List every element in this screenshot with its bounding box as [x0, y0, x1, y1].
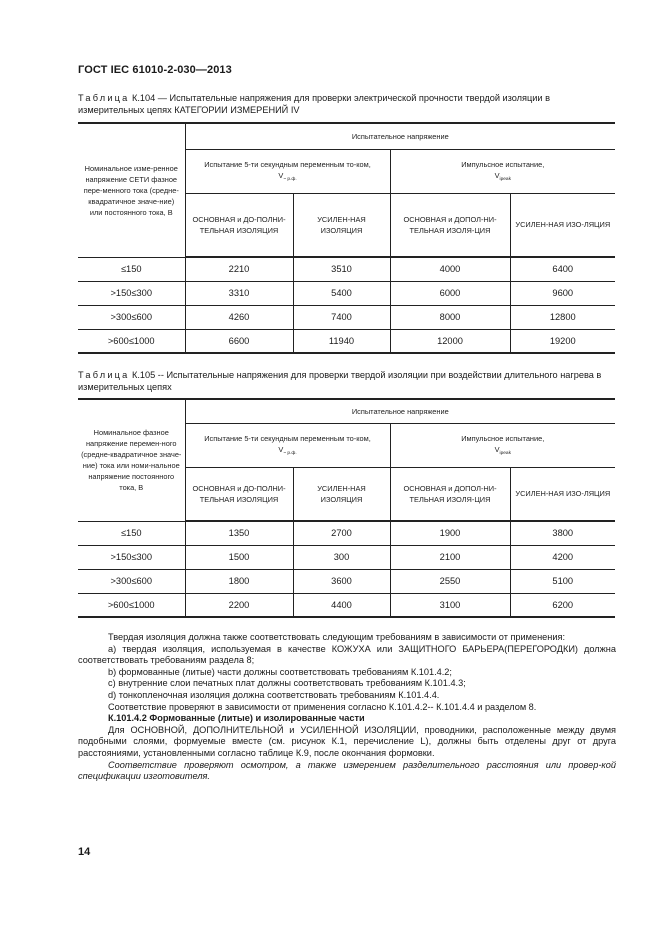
value-cell: 1900: [390, 521, 510, 545]
impulse-sub: ipeak: [499, 177, 511, 182]
body-paragraph: Соответствие проверяют в зависимости от применения согласно К.101.4.2-- К.101.4.4 и разделом 8.: [108, 701, 537, 712]
table-104-subcol-2: УСИЛЕН-НАЯ ИЗОЛЯЦИЯ: [293, 193, 390, 257]
table-104-subcol-3: ОСНОВНАЯ и ДОПОЛ-НИ-ТЕЛЬНАЯ ИЗОЛЯ-ЦИЯ: [390, 193, 510, 257]
voltage-cell: ≤150: [78, 257, 185, 281]
value-cell: 2700: [293, 521, 390, 545]
five-sec-symbol: V: [278, 445, 284, 454]
table-row: [78, 305, 615, 329]
five-sec-label: Испытание 5-ти секундным переменным то-ком,: [204, 434, 371, 443]
impulse-label: Импульсное испытание,: [461, 434, 545, 443]
value-cell: 1500: [185, 545, 293, 569]
table-row: [78, 257, 615, 281]
value-cell: 1350: [185, 521, 293, 545]
value-cell: 3510: [293, 257, 390, 281]
impulse-symbol: V: [494, 171, 500, 180]
page-header: ГОСТ IEC 61010-2-030—2013: [78, 64, 232, 76]
table-104: [78, 122, 615, 354]
table-row: [78, 281, 615, 305]
table-104-subcol-4: УСИЛЕН-НАЯ ИЗО-ЛЯЦИЯ: [510, 193, 615, 257]
value-cell: 11940: [293, 329, 390, 353]
voltage-cell: >150≤300: [78, 545, 185, 569]
body-paragraph: c) внутренние слои печатных плат должны соответствовать требованиям К.101.4.3;: [108, 678, 466, 689]
value-cell: 12800: [510, 305, 615, 329]
value-cell: 4260: [185, 305, 293, 329]
voltage-cell: >300≤600: [78, 569, 185, 593]
table-row: [78, 545, 615, 569]
value-cell: 2210: [185, 257, 293, 281]
table-row: [78, 521, 615, 545]
value-cell: 3800: [510, 521, 615, 545]
value-cell: 4200: [510, 545, 615, 569]
value-cell: 300: [293, 545, 390, 569]
value-cell: 6000: [390, 281, 510, 305]
body-paragraph: Соответствие проверяют осмотром, а также измерением разделительного расстояния или провер-кой спецификации изготовителя.: [78, 759, 616, 782]
table-row: [78, 329, 615, 353]
value-cell: 19200: [510, 329, 615, 353]
table-104-impulse-header: [390, 149, 615, 193]
five-sec-sub: ~ р.ф.: [283, 177, 297, 182]
value-cell: 2550: [390, 569, 510, 593]
value-cell: 2100: [390, 545, 510, 569]
section-heading: К.101.4.2 Формованные (литые) и изолированные части: [108, 713, 365, 724]
voltage-cell: ≤150: [78, 521, 185, 545]
table-row: [78, 569, 615, 593]
table-105-caption: [78, 370, 618, 393]
value-cell: 5400: [293, 281, 390, 305]
value-cell: 3310: [185, 281, 293, 305]
table-105-subcol-1: ОСНОВНАЯ и ДО-ПОЛНИ-ТЕЛЬНАЯ ИЗОЛЯЦИЯ: [185, 467, 293, 521]
value-cell: 1800: [185, 569, 293, 593]
table-105-caption-text: К.105 -- Испытательные напряжения для проверки твердой изоляции при воздействии длительного нагрева в измерительных цепях: [78, 370, 602, 392]
value-cell: 2200: [185, 593, 293, 617]
value-cell: 3100: [390, 593, 510, 617]
table-104-row-header: Номинальное изме-ренное напряжение СЕТИ фазное пере-менного тока (средне-квадратичное значе-ние) или постоянного тока, В: [78, 123, 185, 257]
value-cell: 4400: [293, 593, 390, 617]
impulse-symbol: V: [494, 445, 500, 454]
five-sec-label: Испытание 5-ти секундным переменным то-ком,: [204, 160, 371, 169]
body-paragraph: а) твердая изоляция, используемая в качестве КОЖУХА или ЗАЩИТНОГО БАРЬЕРА(ПЕРЕГОРОДКИ) должна соответствовать требованиям раздела 8;: [78, 643, 616, 666]
table-104-caption-label: Таблица: [78, 93, 130, 103]
value-cell: 12000: [390, 329, 510, 353]
table-105-caption-label: Таблица: [78, 370, 130, 380]
value-cell: 3600: [293, 569, 390, 593]
table-104-caption: [78, 93, 618, 116]
table-105-subcol-2: УСИЛЕН-НАЯ ИЗОЛЯЦИЯ: [293, 467, 390, 521]
voltage-cell: >150≤300: [78, 281, 185, 305]
voltage-cell: >300≤600: [78, 305, 185, 329]
table-104-test-voltage-header: Испытательное напряжение: [185, 123, 615, 149]
value-cell: 4000: [390, 257, 510, 281]
table-104-subcol-1: ОСНОВНАЯ и ДО-ПОЛНИ-ТЕЛЬНАЯ ИЗОЛЯЦИЯ: [185, 193, 293, 257]
table-105-subcol-3: ОСНОВНАЯ и ДОПОЛ-НИ-ТЕЛЬНАЯ ИЗОЛЯ-ЦИЯ: [390, 467, 510, 521]
value-cell: 6600: [185, 329, 293, 353]
body-paragraph: d) тонкопленочная изоляция должна соответствовать требованиям К.101.4.4.: [108, 689, 440, 700]
value-cell: 8000: [390, 305, 510, 329]
value-cell: 6200: [510, 593, 615, 617]
body-text: [78, 632, 616, 783]
table-105-five-sec-header: [185, 423, 390, 467]
value-cell: 5100: [510, 569, 615, 593]
impulse-label: Импульсное испытание,: [461, 160, 545, 169]
table-row: [78, 593, 615, 617]
table-105-test-voltage-header: Испытательное напряжение: [185, 399, 615, 423]
body-paragraph: Твердая изоляция должна также соответствовать следующим требованиям в зависимости от применения:: [108, 632, 566, 642]
value-cell: 6400: [510, 257, 615, 281]
table-105: [78, 398, 615, 618]
table-104-five-sec-header: [185, 149, 390, 193]
voltage-cell: >600≤1000: [78, 329, 185, 353]
five-sec-sub: ~ р.ф.: [283, 451, 297, 456]
table-105-row-header: Номинальное фазное напряжение перемен-ного (средне-квадратичное значе-ние) тока или номи-нальное напряжение постоянного тока, В: [78, 399, 185, 521]
five-sec-symbol: V: [278, 171, 284, 180]
value-cell: 7400: [293, 305, 390, 329]
value-cell: 9600: [510, 281, 615, 305]
body-paragraph: b) формованные (литые) части должны соответствовать требованиям К.101.4.2;: [108, 666, 452, 677]
table-105-subcol-4: УСИЛЕН-НАЯ ИЗО-ЛЯЦИЯ: [510, 467, 615, 521]
table-105-impulse-header: [390, 423, 615, 467]
voltage-cell: >600≤1000: [78, 593, 185, 617]
table-104-caption-text: К.104 — Испытательные напряжения для проверки электрической прочности твердой изоляции в измерительных цепях КАТЕГОРИИ ИЗМЕРЕНИЙ IV: [78, 93, 550, 115]
body-paragraph: Для ОСНОВНОЙ, ДОПОЛНИТЕЛЬНОЙ и УСИЛЕННОЙ ИЗОЛЯЦИИ, проводники, расположенные между двумя подобными слоями, формуемые вместе (см. рисунок К.1, перечисление L), должны быть отделены друг от друга расстояниями, установленными согласно таблице К.9, после окончания формовки.: [78, 724, 616, 758]
impulse-sub: ipeak: [499, 451, 511, 456]
page-number: 14: [78, 846, 91, 858]
